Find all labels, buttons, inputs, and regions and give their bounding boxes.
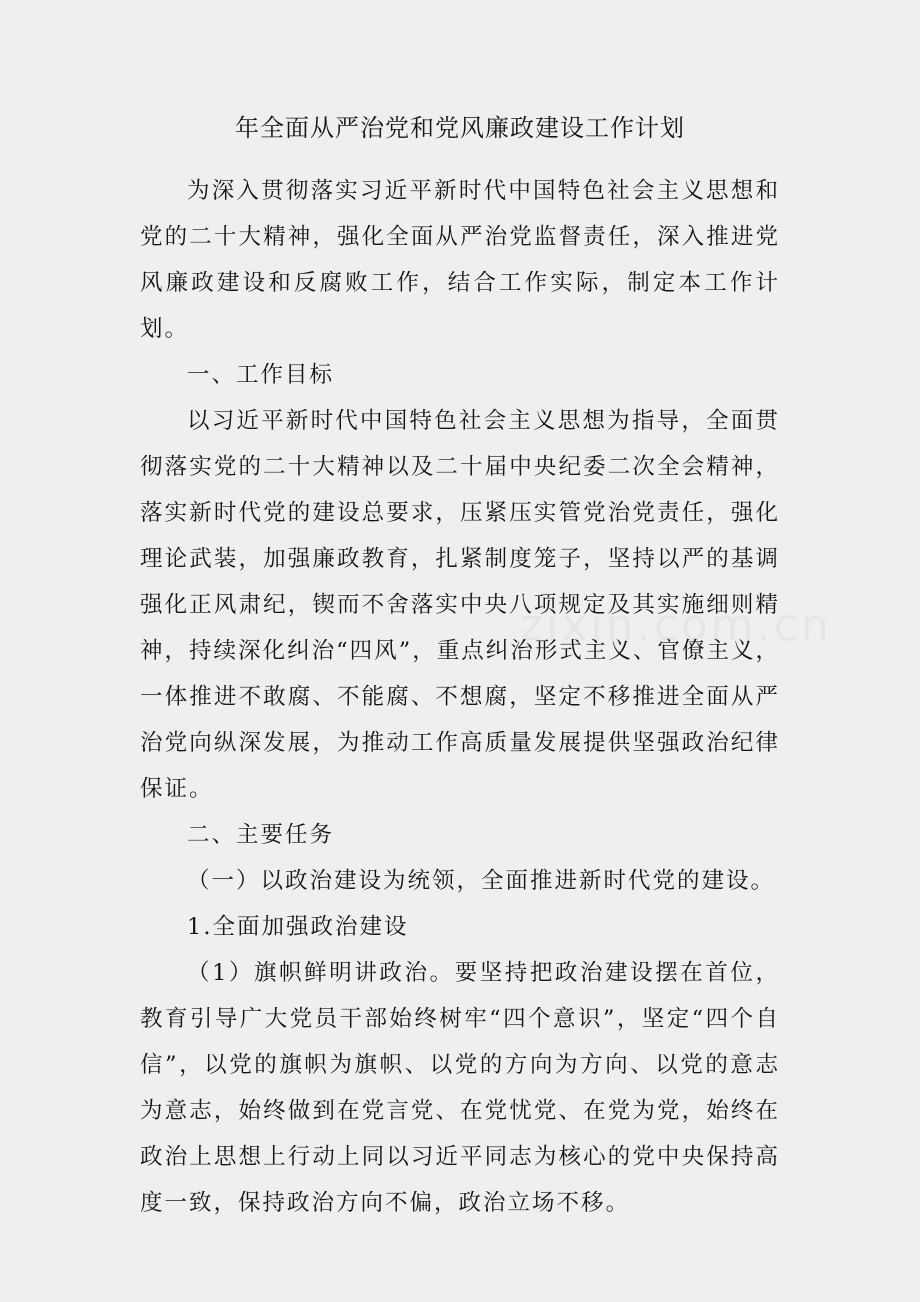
section-heading-tasks: 二、主要任务: [187, 822, 335, 848]
subsection-heading-political: （一）以政治建设为统领，全面推进新时代党的建设。: [187, 868, 776, 894]
watermark: zixin.com.cn: [520, 600, 832, 651]
intro-paragraph: 为深入贯彻落实习近平新时代中国特色社会主义思想和党的二十大精神，强化全面从严治党监督责任，深入推进党风廉政建设和反腐败工作，结合工作实际，制定本工作计划。: [140, 178, 780, 342]
document-title: 年全面从严治党和党风廉政建设工作计划: [235, 114, 685, 142]
section-heading-goals: 一、工作目标: [187, 362, 335, 388]
item-paragraph-political-banner: （1）旗帜鲜明讲政治。要坚持把政治建设摆在首位，教育引导广大党员干部始终树牢“四个意识”，坚定“四个自信”，以党的旗帜为旗帜、以党的方向为方向、以党的意志为意志，始终做到在党言党、在党忧党、在党为党，始终在政治上思想上行动上同以习近平同志为核心的党中央保持高度一致，保持政治方向不偏，政治立场不移。: [140, 960, 780, 1216]
goals-paragraph: 以习近平新时代中国特色社会主义思想为指导，全面贯彻落实党的二十大精神以及二十届中央纪委二次全会精神，落实新时代党的建设总要求，压紧压实管党治党责任，强化理论武装，加强廉政教育，扎紧制度笼子，坚持以严的基调强化正风肃纪，锲而不舍落实中央八项规定及其实施细则精神，持续深化纠治“四风”，重点纠治形式主义、官僚主义，一体推进不敢腐、不能腐、不想腐，坚定不移推进全面从严治党向纵深发展，为推动工作高质量发展提供坚强政治纪律保证。: [140, 408, 780, 802]
document-body: [140, 168, 780, 1226]
item-heading-political-building: 1.全面加强政治建设: [187, 914, 409, 940]
